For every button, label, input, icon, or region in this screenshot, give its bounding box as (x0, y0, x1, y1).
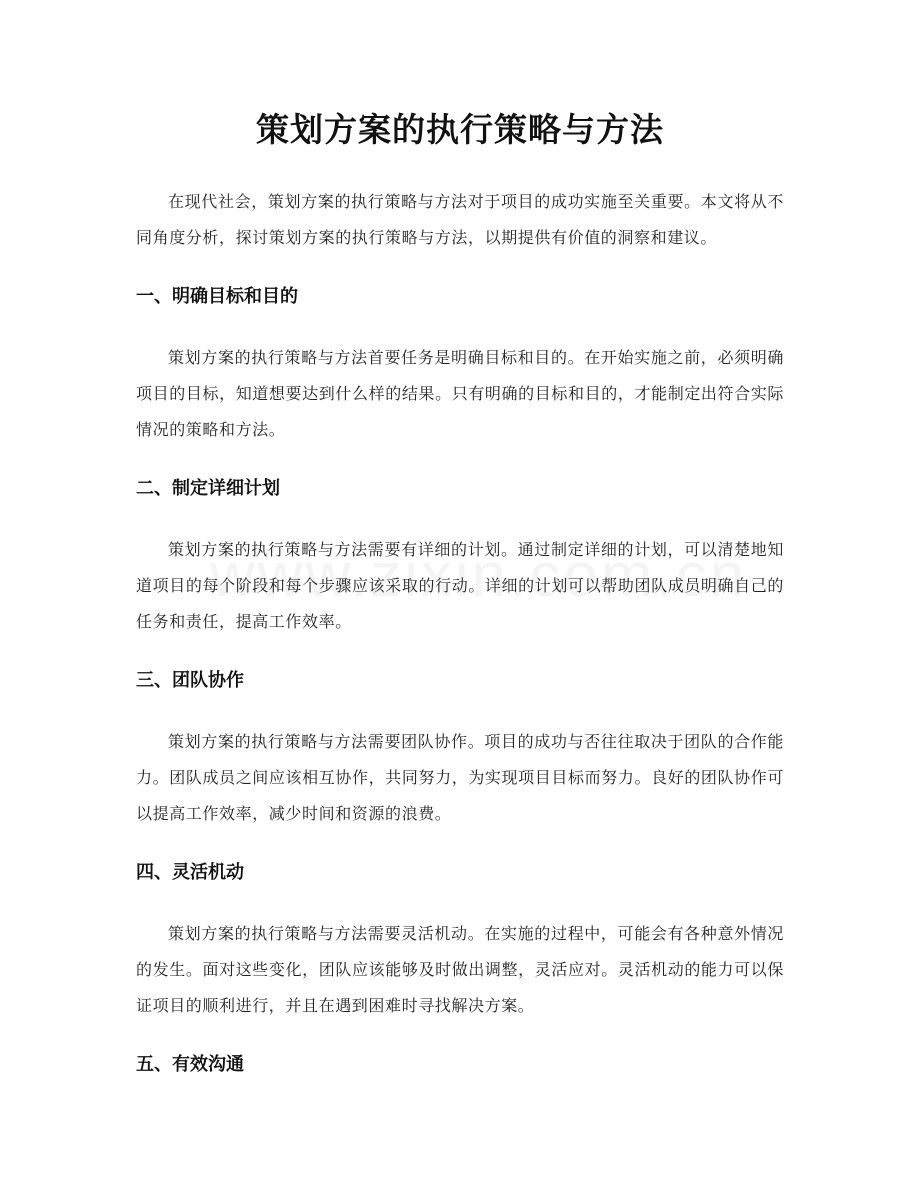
section-paragraph-1: 策划方案的执行策略与方法首要任务是明确目标和目的。在开始实施之前，必须明确项目的目标，知道想要达到什么样的结果。只有明确的目标和目的，才能制定出符合实际情况的策略和方法。 (136, 348, 784, 439)
section-heading-5: 五、有效沟通 (136, 1054, 244, 1075)
section-paragraph-3: 策划方案的执行策略与方法需要团队协作。项目的成功与否往往取决于团队的合作能力。团队成员之间应该相互协作，共同努力，为实现项目目标而努力。良好的团队协作可以提高工作效率，减少时间和资源的浪费。 (136, 732, 784, 823)
document-title: 策划方案的执行策略与方法 (256, 110, 664, 149)
section-paragraph-2: 策划方案的执行策略与方法需要有详细的计划。通过制定详细的计划，可以清楚地知道项目的每个阶段和每个步骤应该采取的行动。详细的计划可以帮助团队成员明确自己的任务和责任，提高工作效率。 (136, 540, 784, 631)
section-heading-3: 三、团队协作 (136, 670, 244, 691)
section-heading-2: 二、制定详细计划 (136, 478, 280, 499)
section-heading-1: 一、明确目标和目的 (136, 286, 298, 307)
section-paragraph-4: 策划方案的执行策略与方法需要灵活机动。在实施的过程中，可能会有各种意外情况的发生。面对这些变化，团队应该能够及时做出调整，灵活应对。灵活机动的能力可以保证项目的顺利进行，并且在遇到困难时寻找解决方案。 (136, 924, 784, 1015)
section-heading-4: 四、灵活机动 (136, 862, 244, 883)
intro-paragraph: 在现代社会，策划方案的执行策略与方法对于项目的成功实施至关重要。本文将从不同角度分析，探讨策划方案的执行策略与方法，以期提供有价值的洞察和建议。 (136, 192, 784, 247)
